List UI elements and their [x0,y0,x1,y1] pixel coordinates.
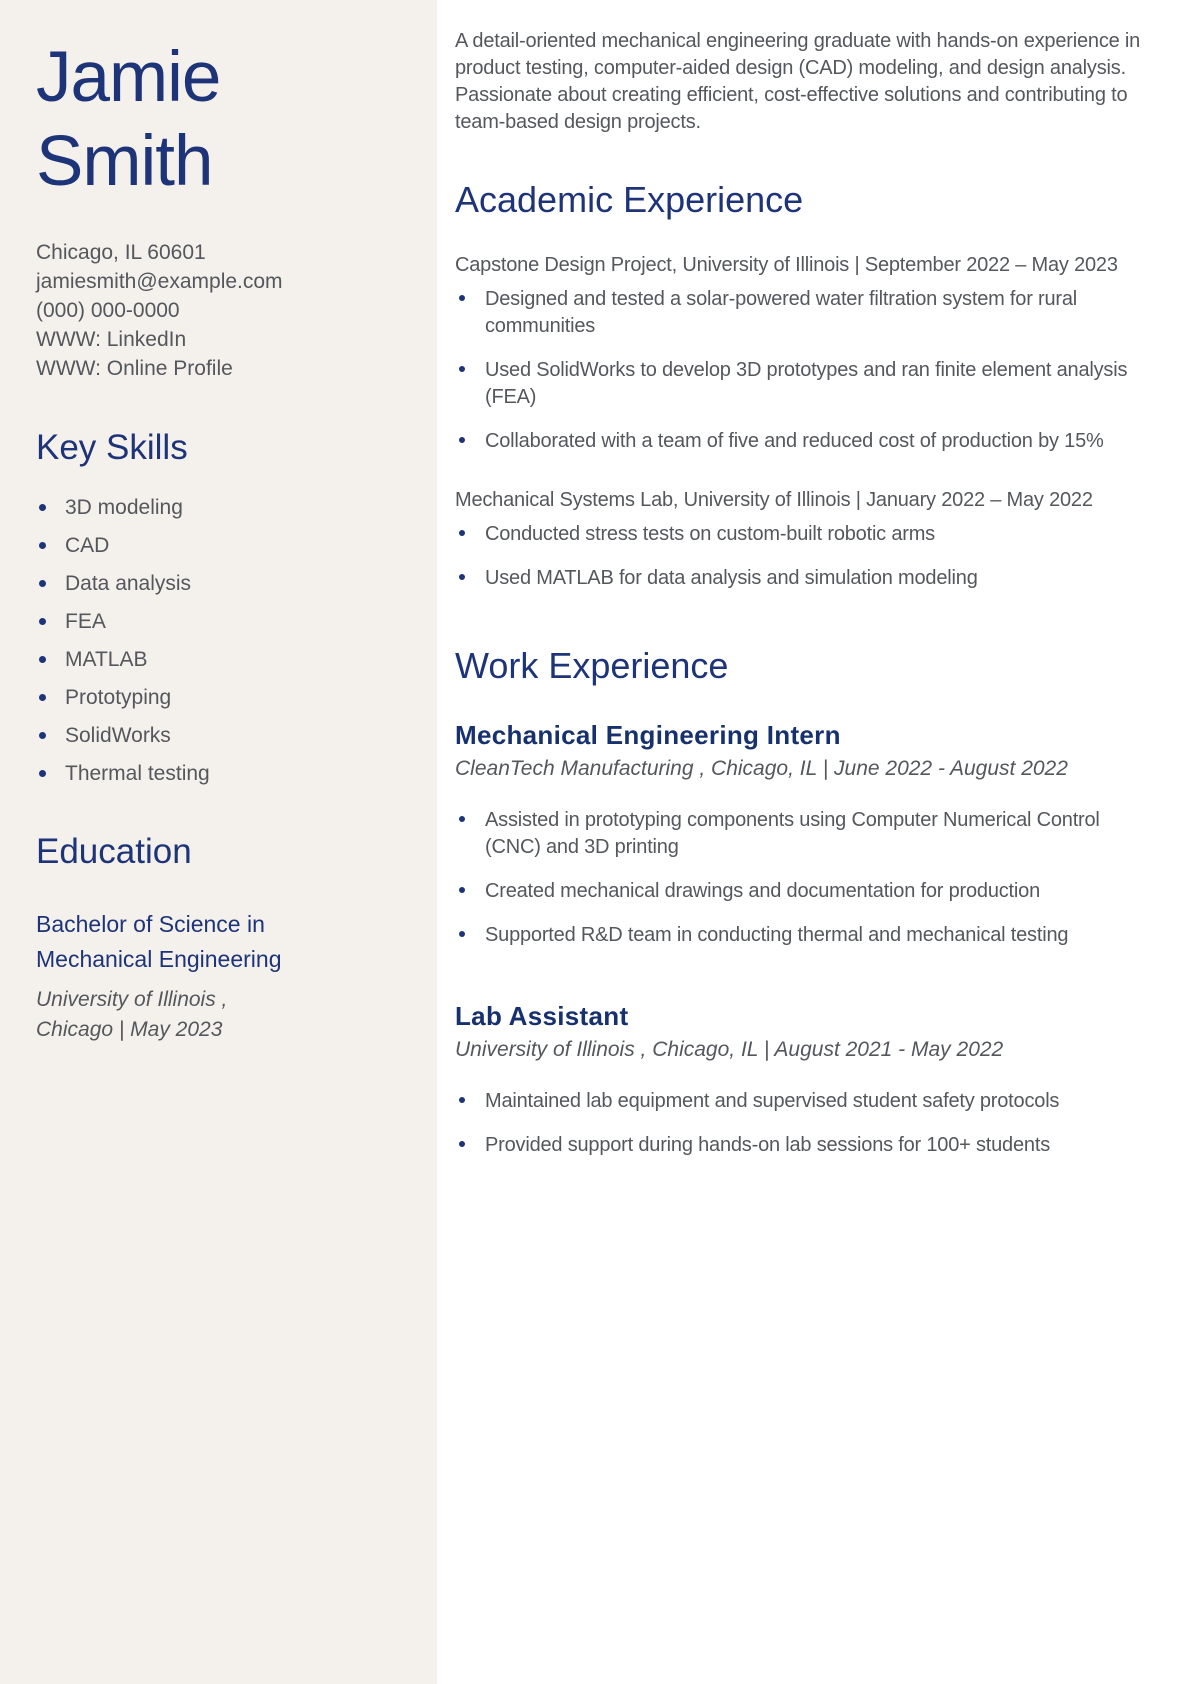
job-title: Mechanical Engineering Intern [455,720,841,750]
bullet-item: Designed and tested a solar-powered water filtration system for rural communities [455,286,1158,340]
bullet-item: Used SolidWorks to develop 3D prototypes and ran finite element analysis (FEA) [455,357,1158,411]
skill-item: Data analysis [36,573,399,595]
bullet-item: Used MATLAB for data analysis and simulation modeling [455,565,1158,592]
skill-item: Prototyping [36,687,399,709]
professional-summary: A detail-oriented mechanical engineering graduate with hands-on experience in product testing, computer-aided design (CAD) modeling, and design analysis. Passionate about creating efficient, cost-effective solutions and contributing to team-based design projects. [455,30,1141,133]
job-meta: CleanTech Manufacturing , Chicago, IL | June 2022 - August 2022 [455,757,1068,780]
bullet-item: Maintained lab equipment and supervised student safety protocols [455,1088,1158,1115]
bullet-item: Assisted in prototyping components using Computer Numerical Control (CNC) and 3D printing [455,807,1158,861]
education-degree: Bachelor of Science in Mechanical Engineering [36,911,282,972]
candidate-first-name: Jamie [36,38,221,117]
contact-phone: (000) 000-0000 [36,299,180,322]
skill-item: Thermal testing [36,763,399,785]
work-experience-heading: Work Experience [455,645,729,686]
skill-item: FEA [36,611,399,633]
academic-entry-title: Capstone Design Project, University of Illinois | September 2022 – May 2023 [455,254,1118,276]
skill-item: SolidWorks [36,725,399,747]
job-bullets [455,807,1158,949]
job-entry [455,1001,1158,1159]
sidebar [0,0,437,1684]
contact-email: jamiesmith@example.com [36,270,283,293]
skill-item: MATLAB [36,649,399,671]
contact-website-profile: WWW: Online Profile [36,357,233,380]
bullet-item: Conducted stress tests on custom-built robotic arms [455,521,1158,548]
education-school [36,985,286,1045]
education-heading: Education [36,832,192,871]
candidate-name [36,36,399,204]
academic-entry [455,252,1158,455]
skill-item: CAD [36,535,399,557]
bullet-item: Provided support during hands-on lab sessions for 100+ students [455,1132,1158,1159]
job-meta: University of Illinois , Chicago, IL | August 2021 - May 2022 [455,1038,1004,1061]
education-school-date: Chicago | May 2023 [36,1018,223,1041]
contact-info [36,238,399,383]
candidate-last-name: Smith [36,122,213,201]
job-title: Lab Assistant [455,1001,629,1031]
bullet-item: Supported R&D team in conducting thermal and mechanical testing [455,922,1158,949]
education-school-name: University of Illinois , [36,988,228,1011]
academic-entry-bullets [455,286,1158,455]
main-column [437,0,1190,1684]
academic-entry [455,487,1158,592]
academic-experience-heading: Academic Experience [455,179,804,220]
contact-location: Chicago, IL 60601 [36,241,206,264]
bullet-item: Created mechanical drawings and documentation for production [455,878,1158,905]
skills-list [36,497,399,785]
academic-entry-title: Mechanical Systems Lab, University of Illinois | January 2022 – May 2022 [455,489,1093,511]
key-skills-heading: Key Skills [36,428,188,467]
contact-website-linkedin: WWW: LinkedIn [36,328,187,351]
job-bullets [455,1088,1158,1159]
skill-item: 3D modeling [36,497,399,519]
job-entry [455,720,1158,949]
academic-entry-bullets [455,521,1158,592]
bullet-item: Collaborated with a team of five and reduced cost of production by 15% [455,428,1158,455]
